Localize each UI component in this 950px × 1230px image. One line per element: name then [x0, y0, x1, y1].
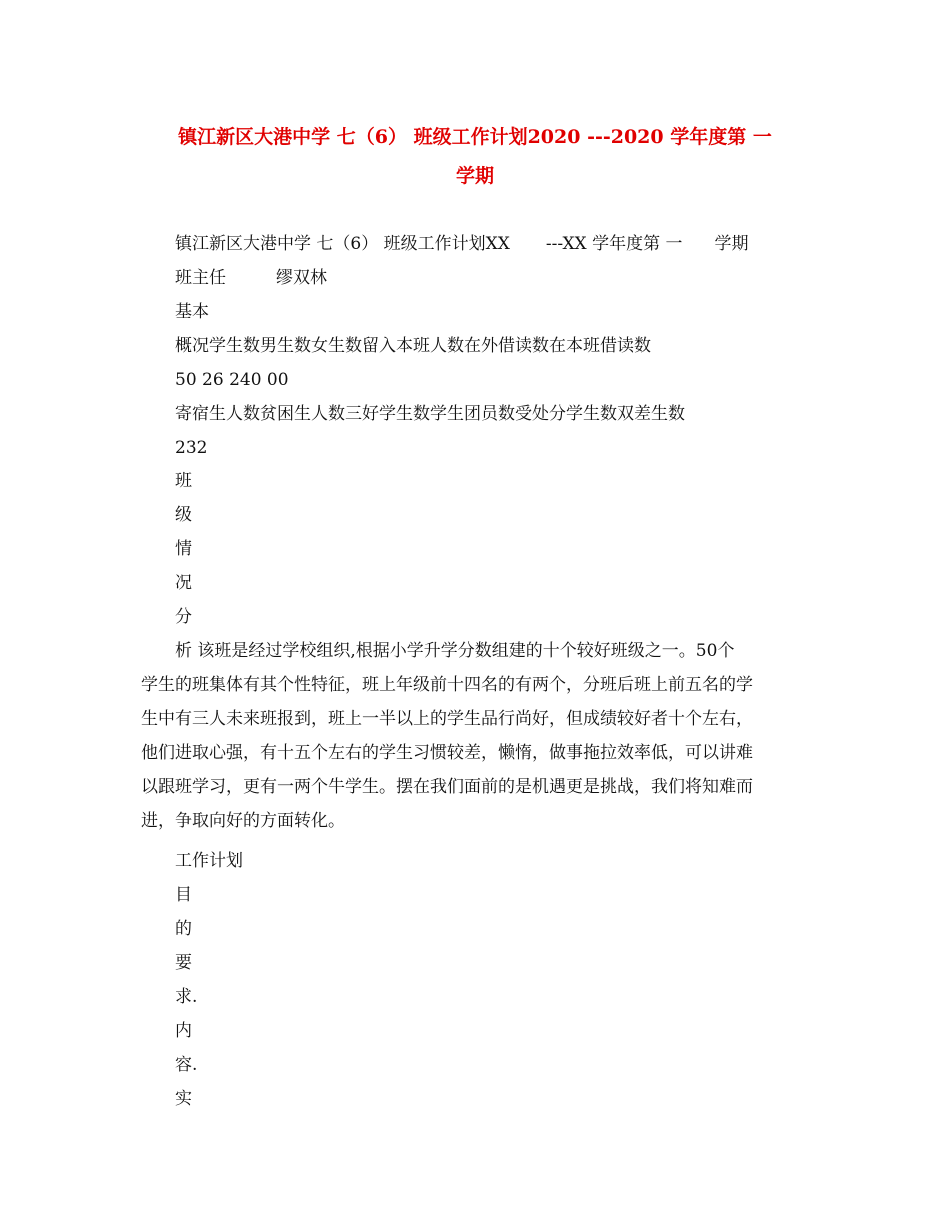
analysis-paragraph-line: 进，争取向好的方面转化。	[141, 811, 345, 831]
analysis-paragraph-line: 以跟班学习，更有一两个牛学生。摆在我们面前的是机遇更是挑战，我们将知难而	[141, 777, 753, 797]
plan-label-char: 目	[175, 885, 192, 905]
analysis-lead-line: 析 该班是经过学校组织,根据小学升学分数组建的十个较好班级之一。50个	[175, 641, 735, 661]
analysis-paragraph-line: 他们进取心强，有十五个左右的学生习惯较差，懒惰，做事拖拉效率低，可以讲难	[141, 743, 753, 763]
analysis-label-char: 分	[175, 607, 192, 627]
basic-label: 基本	[175, 302, 209, 322]
stats-row1-headers: 概况学生数男生数女生数留入本班人数在外借读数在本班借读数	[175, 336, 651, 356]
plan-label-char: 实	[175, 1089, 192, 1109]
plan-label-char: 的	[175, 919, 192, 939]
analysis-label-char: 情	[175, 539, 192, 559]
analysis-label-char: 况	[175, 573, 192, 593]
plan-label-char: 要	[175, 953, 192, 973]
document-title-line2: 学期	[455, 165, 494, 187]
header-term: 学期	[714, 234, 749, 254]
teacher-line	[175, 267, 327, 289]
work-plan-label: 工作计划	[175, 851, 243, 871]
teacher-label: 班主任	[175, 268, 226, 288]
header-line	[175, 233, 748, 255]
analysis-paragraph-line: 生中有三人未来班报到，班上一半以上的学生品行尚好，但成绩较好者十个左右，	[141, 709, 753, 729]
plan-label-char: 求.	[175, 987, 198, 1007]
analysis-paragraph-line: 学生的班集体有其个性特征，班上年级前十四名的有两个，分班后班上前五名的学	[141, 675, 753, 695]
document-title-line1: 镇江新区大港中学 七（6） 班级工作计划2020 ---2020 学年度第 一	[178, 126, 772, 148]
analysis-label-char: 级	[175, 505, 192, 525]
plan-label-char: 内	[175, 1021, 192, 1041]
plan-label-char: 容.	[175, 1055, 198, 1075]
stats-row2-headers: 寄宿生人数贫困生人数三好学生数学生团员数受处分学生数双差生数	[175, 404, 685, 424]
analysis-label-char: 班	[175, 471, 192, 491]
header-school-class: 镇江新区大港中学 七（6） 班级工作计划XX	[175, 234, 510, 254]
stats-row2-values: 232	[175, 438, 208, 458]
header-year: ---XX 学年度第 一	[545, 234, 683, 254]
teacher-name: 缪双林	[276, 268, 327, 288]
stats-row1-values: 50 26 240 00	[175, 370, 289, 390]
